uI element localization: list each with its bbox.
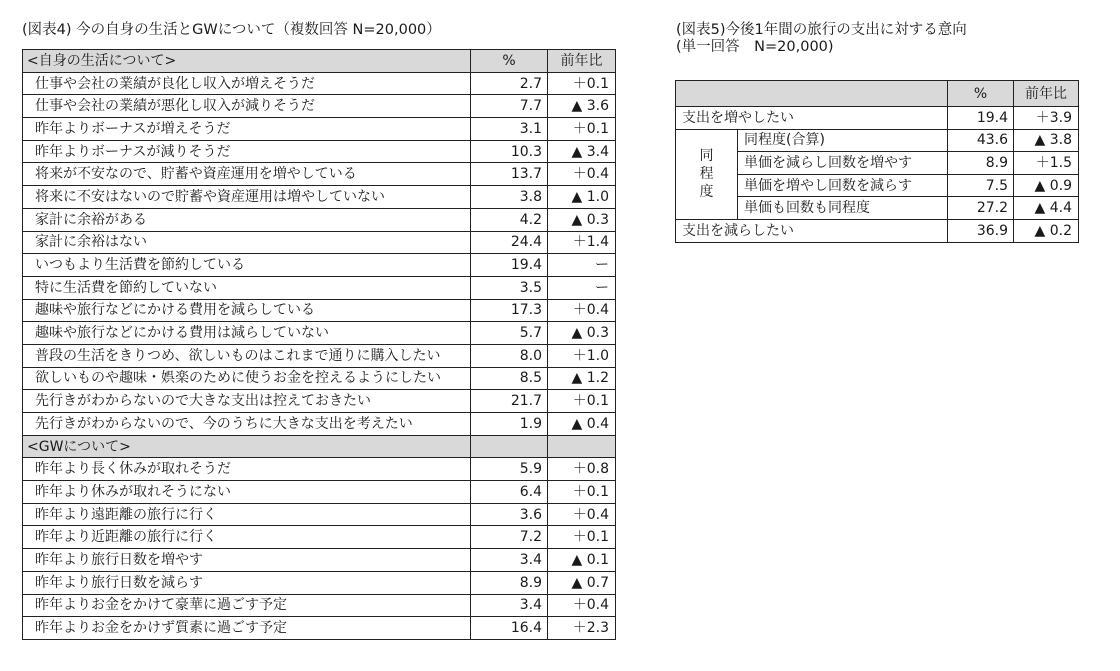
fig4-life-row-label: 先行きがわからないので大きな支出は控えておきたい [23, 390, 471, 413]
table-row [23, 458, 616, 481]
fig4-life-row-pct: 2.7 [471, 72, 548, 95]
fig4-gw-row-label: 昨年より遠距離の旅行に行く [23, 503, 471, 526]
fig4-gw-row-yoy: ＋0.4 [548, 594, 616, 617]
fig4-life-row-label: 仕事や会社の業績が良化し収入が増えそうだ [23, 72, 471, 95]
fig4-life-row-pct: 24.4 [471, 231, 548, 254]
fig4-gw-row-label: 昨年より旅行日数を増やす [23, 549, 471, 572]
fig4-life-row-pct: 3.8 [471, 186, 548, 209]
fig4-life-row-label: 昨年よりボーナスが減りそうだ [23, 140, 471, 163]
fig4-gw-row-label: 昨年よりお金をかけて豪華に過ごす予定 [23, 594, 471, 617]
table-row [23, 163, 616, 186]
fig4-life-row-yoy: ＋0.1 [548, 72, 616, 95]
fig4-life-row-yoy: ＋1.4 [548, 231, 616, 254]
fig4-table [22, 49, 616, 640]
fig4-life-row-label: いつもより生活費を節約している [23, 254, 471, 277]
fig4-gw-row-pct: 8.9 [471, 571, 548, 594]
fig4-gw-row-pct: 3.6 [471, 503, 548, 526]
fig5-header-blank [676, 81, 948, 107]
fig4-life-row-pct: 19.4 [471, 254, 548, 277]
fig4-life-row-label: 趣味や旅行などにかける費用を減らしている [23, 299, 471, 322]
fig4-section2-blank [548, 435, 616, 458]
fig5-increase-pct: 19.4 [948, 107, 1014, 130]
fig4-life-row-pct: 5.7 [471, 322, 548, 345]
table-row [23, 390, 616, 413]
fig5-same-yoy: ▲ 0.9 [1014, 174, 1079, 197]
fig4-life-row-label: 家計に余裕がある [23, 208, 471, 231]
fig5-same-pct: 43.6 [948, 129, 1014, 152]
fig4-gw-row-yoy: ＋0.1 [548, 526, 616, 549]
fig5-same-pct: 8.9 [948, 152, 1014, 175]
fig4-life-row-label: 仕事や会社の業績が悪化し収入が減りそうだ [23, 95, 471, 118]
table-row [23, 344, 616, 367]
fig4-life-row-pct: 1.9 [471, 413, 548, 436]
fig4-life-row-yoy: ＋0.1 [548, 118, 616, 141]
table-row [23, 299, 616, 322]
fig4-life-row-pct: 10.3 [471, 140, 548, 163]
table-row [23, 72, 616, 95]
fig4-life-row-label: 家計に余裕はない [23, 231, 471, 254]
fig4-life-row-yoy: ▲ 0.3 [548, 322, 616, 345]
fig4-life-row-yoy: ＋0.1 [548, 390, 616, 413]
fig4-gw-row-yoy: ＋0.8 [548, 458, 616, 481]
fig4-life-row-label: 普段の生活をきりつめ、欲しいものはこれまで通りに購入したい [23, 344, 471, 367]
fig4-life-row-label: 特に生活費を節約していない [23, 276, 471, 299]
fig4-section2-header-row [23, 435, 616, 458]
table-row [23, 617, 616, 640]
fig4-life-row-yoy: ▲ 3.6 [548, 95, 616, 118]
fig4-section2-title: <GWについて> [23, 435, 471, 458]
fig5-same-pct: 7.5 [948, 174, 1014, 197]
fig4-pct-header: % [471, 50, 548, 73]
fig4-life-row-label: 昨年よりボーナスが増えそうだ [23, 118, 471, 141]
fig4-life-row-pct: 7.7 [471, 95, 548, 118]
fig4-yoy-header: 前年比 [548, 50, 616, 73]
fig4-gw-row-label: 昨年よりお金をかけず質素に過ごす予定 [23, 617, 471, 640]
fig5-caption-line1: (図表5)今後1年間の旅行の支出に対する意向 [676, 22, 967, 38]
fig4-life-row-yoy: ▲ 1.2 [548, 367, 616, 390]
table-row [23, 481, 616, 504]
fig5-same-label: 単価も回数も同程度 [738, 197, 948, 220]
fig4-life-row-label: 趣味や旅行などにかける費用は減らしていない [23, 322, 471, 345]
fig5-same-yoy: ▲ 3.8 [1014, 129, 1079, 152]
fig4-section2-blank [471, 435, 548, 458]
fig5-decrease-yoy: ▲ 0.2 [1014, 219, 1079, 242]
fig5-same-char-3: 度 [699, 184, 714, 201]
table-row [23, 594, 616, 617]
fig5-caption-line2: (単一回答 N=20,000) [676, 39, 834, 55]
fig4-gw-row-yoy: ＋2.3 [548, 617, 616, 640]
fig4-gw-row-label: 昨年より長く休みが取れそうだ [23, 458, 471, 481]
table-row [23, 571, 616, 594]
fig4-gw-row-yoy: ＋0.4 [548, 503, 616, 526]
fig4-gw-row-label: 昨年より旅行日数を減らす [23, 571, 471, 594]
fig4-life-row-yoy: ▲ 1.0 [548, 186, 616, 209]
fig4-life-row-pct: 3.5 [471, 276, 548, 299]
fig5-same-char-2: 程 [699, 166, 714, 183]
table-row [23, 503, 616, 526]
fig4-gw-row-label: 昨年より近距離の旅行に行く [23, 526, 471, 549]
fig4-life-row-label: 将来に不安はないので貯蓄や資産運用は増やしていない [23, 186, 471, 209]
fig4-life-row-pct: 8.5 [471, 367, 548, 390]
table-row [23, 322, 616, 345]
fig4-life-row-yoy: ＋0.4 [548, 299, 616, 322]
fig4-life-row-yoy: ▲ 3.4 [548, 140, 616, 163]
fig4-gw-row-yoy: ＋0.1 [548, 481, 616, 504]
fig4-gw-row-pct: 5.9 [471, 458, 548, 481]
fig4-life-row-yoy: ▲ 0.3 [548, 208, 616, 231]
fig4-gw-row-pct: 16.4 [471, 617, 548, 640]
fig4-gw-row-pct: 3.4 [471, 594, 548, 617]
fig4-life-row-pct: 3.1 [471, 118, 548, 141]
fig5-row-increase [676, 107, 1079, 130]
fig5-yoy-header: 前年比 [1014, 81, 1079, 107]
table-row [23, 140, 616, 163]
fig5-decrease-label: 支出を減らしたい [676, 219, 948, 242]
fig5-same-pct: 27.2 [948, 197, 1014, 220]
fig4-section1-title: <自身の生活について> [23, 50, 471, 73]
fig4-gw-row-yoy: ▲ 0.7 [548, 571, 616, 594]
fig5-increase-yoy: ＋3.9 [1014, 107, 1079, 130]
fig5-same-label: 同程度(合算) [738, 129, 948, 152]
fig4-life-row-yoy: ＋0.4 [548, 163, 616, 186]
table-row [23, 549, 616, 572]
table-row [23, 186, 616, 209]
fig5-decrease-pct: 36.9 [948, 219, 1014, 242]
fig4-life-row-label: 欲しいものや趣味・娯楽のために使うお金を控えるようにしたい [23, 367, 471, 390]
fig4-life-row-pct: 13.7 [471, 163, 548, 186]
fig4-gw-row-yoy: ▲ 0.1 [548, 549, 616, 572]
fig4-life-row-yoy: ー [548, 276, 616, 299]
fig5-row-decrease [676, 219, 1079, 242]
table-row [23, 276, 616, 299]
fig4-gw-row-pct: 6.4 [471, 481, 548, 504]
table-row [23, 95, 616, 118]
fig5-same-yoy: ▲ 4.4 [1014, 197, 1079, 220]
fig4-life-row-yoy: ▲ 0.4 [548, 413, 616, 436]
fig5-header-row [676, 81, 1079, 107]
fig4-gw-row-pct: 3.4 [471, 549, 548, 572]
fig5-same-label: 単価を減らし回数を増やす [738, 152, 948, 175]
fig4-header-row [23, 50, 616, 73]
fig5-same-char-1: 同 [699, 148, 714, 165]
fig4-life-row-label: 先行きがわからないので、今のうちに大きな支出を考えたい [23, 413, 471, 436]
fig5-pct-header: % [948, 81, 1014, 107]
fig4-gw-row-label: 昨年より休みが取れそうにない [23, 481, 471, 504]
fig4-life-row-pct: 17.3 [471, 299, 548, 322]
fig4-life-row-yoy: ＋1.0 [548, 344, 616, 367]
table-row [23, 231, 616, 254]
fig5-same-group-label [676, 129, 738, 219]
table-row [23, 526, 616, 549]
fig4-caption: (図表4) 今の自身の生活とGWについて（複数回答 N=20,000） [22, 22, 441, 38]
fig4-life-row-label: 将来が不安なので、貯蓄や資産運用を増やしている [23, 163, 471, 186]
fig5-row-same-0 [676, 129, 1079, 152]
table-row [23, 118, 616, 141]
fig5-table [675, 80, 1079, 243]
table-row [23, 367, 616, 390]
table-row [23, 208, 616, 231]
fig4-gw-row-pct: 7.2 [471, 526, 548, 549]
fig5-same-label: 単価を増やし回数を減らす [738, 174, 948, 197]
fig4-life-row-pct: 21.7 [471, 390, 548, 413]
table-row [23, 413, 616, 436]
fig5-increase-label: 支出を増やしたい [676, 107, 948, 130]
fig4-life-row-yoy: ー [548, 254, 616, 277]
table-row [23, 254, 616, 277]
fig4-life-row-pct: 8.0 [471, 344, 548, 367]
fig4-life-row-pct: 4.2 [471, 208, 548, 231]
fig4-table-body [23, 50, 616, 640]
fig5-same-yoy: ＋1.5 [1014, 152, 1079, 175]
